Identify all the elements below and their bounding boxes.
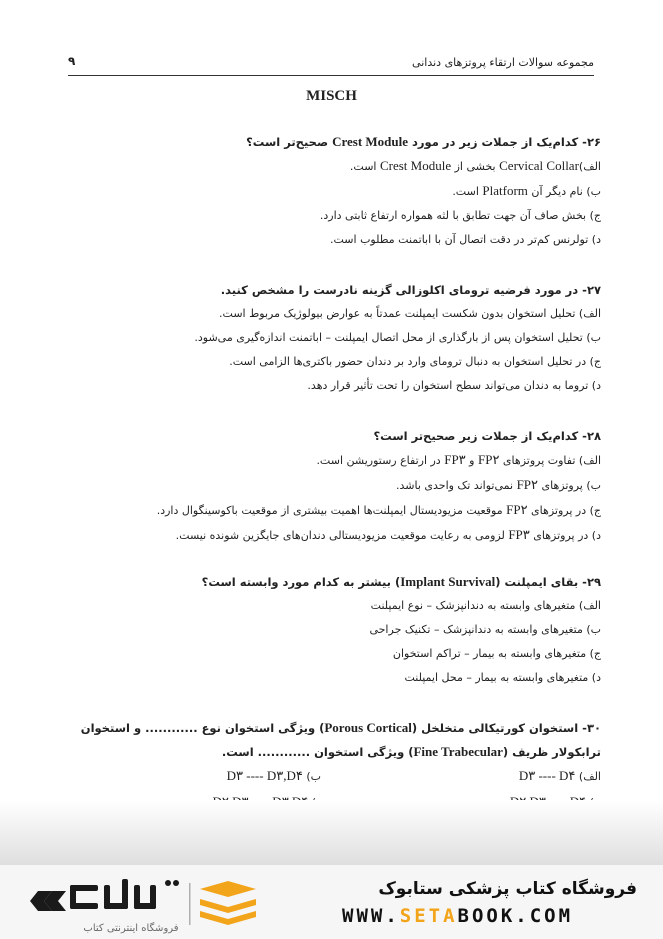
option-a: الف)Cervical Collar بخشی از Crest Module است. xyxy=(349,158,601,173)
option-c: ج) بخش صاف آن جهت تطابق با لثه همواره ارتفاع ثابتی دارد. xyxy=(319,209,601,222)
logo-subtitle: فروشگاه اینترنتی کتاب xyxy=(83,923,179,934)
option-b: ب) پروتزهای FP۲ نمی‌تواند تک واحدی باشد. xyxy=(395,477,601,492)
option-b: ب) متغیرهای وابسته به دندانپزشک – تکنیک جراحی xyxy=(369,623,601,636)
option-a: الف) متغیرهای وابسته به دندانپزشک – نوع ایمپلنت xyxy=(370,599,601,612)
store-name: فروشگاه کتاب پزشکی ستابوک xyxy=(378,879,637,899)
option-d: د) متغیرهای وابسته به بیمار – محل ایمپلنت xyxy=(404,671,601,684)
option-d: د) تولرنس کم‌تر در دقت اتصال آن با اباتمنت مطلوب است. xyxy=(330,233,601,246)
page-bottom-shadow xyxy=(0,800,663,870)
question-26 xyxy=(61,130,601,252)
question-29 xyxy=(61,570,601,690)
question-title: ۳۰- استخوان کورتیکالی متخلخل (Porous Cortical) ویژگی استخوان نوع ............ و استخوان ترابکولار ظریف (Fine Trabecular) ویژگی استخوان ............ است. xyxy=(80,720,601,759)
question-title: ۲۶- کدام‌یک از جملات زیر در مورد Crest Module صحیح‌تر است؟ xyxy=(246,134,601,149)
header-title: مجموعه سوالات ارتقاء پروتزهای دندانی xyxy=(412,56,594,69)
option-c: ج) در پروتزهای FP۲ موقعیت مزیودیستال ایمپلنت‌ها اهمیت بیشتری از موقعیت باکوسینگوال دارد. xyxy=(156,502,601,517)
option-d: د) در پروتزهای FP۳ لزومی به رعایت موقعیت مزیودیستالی دندان‌های جایگزین شونده نیست. xyxy=(175,527,601,542)
question-title: ۲۷- در مورد فرضیه ترومای اکلوزالی گزینه نادرست را مشخص کنید. xyxy=(220,283,601,297)
option-a: الف) تفاوت پروتزهای FP۲ و FP۳ در ارتفاع رستوریشن است. xyxy=(316,452,601,467)
footer-banner xyxy=(0,865,663,939)
website-url[interactable]: WWW.SETABOOK.COM xyxy=(342,905,574,927)
option-a: الف) D۳ ---- D۴ xyxy=(518,768,601,783)
option-a: الف) تحلیل استخوان بدون شکست ایمپلنت عمدتاً به عوارض بیولوژیک مربوط است. xyxy=(219,307,601,320)
option-c: ج) در تحلیل استخوان به دنبال ترومای وارد بر دندان حضور باکتری‌ها الزامی است. xyxy=(229,355,601,368)
page-number: ۹ xyxy=(68,54,76,68)
question-title: ۲۹- بقای ایمپلنت (Implant Survival) بیشتر به کدام مورد وابسته است؟ xyxy=(201,574,601,589)
page-header xyxy=(68,50,594,76)
option-b: ب) نام دیگر آن Platform است. xyxy=(452,183,601,198)
option-b: ب) تحلیل استخوان پس از بارگذاری از محل اتصال ایمپلنت – اباتمنت اندازه‌گیری می‌شود. xyxy=(194,331,601,344)
question-28 xyxy=(61,424,601,548)
option-b: ب) D۳ ---- D۳,D۴ xyxy=(226,768,321,783)
option-c: ج) متغیرهای وابسته به بیمار – تراکم استخوان xyxy=(392,647,601,660)
question-title: ۲۸- کدام‌یک از جملات زیر صحیح‌تر است؟ xyxy=(373,429,601,443)
section-title: MISCH xyxy=(306,88,357,104)
option-d: د) تروما به دندان می‌تواند سطح استخوان را تحت تأثیر قرار دهد. xyxy=(307,379,601,392)
question-27 xyxy=(61,278,601,398)
setabook-logo xyxy=(28,875,268,934)
